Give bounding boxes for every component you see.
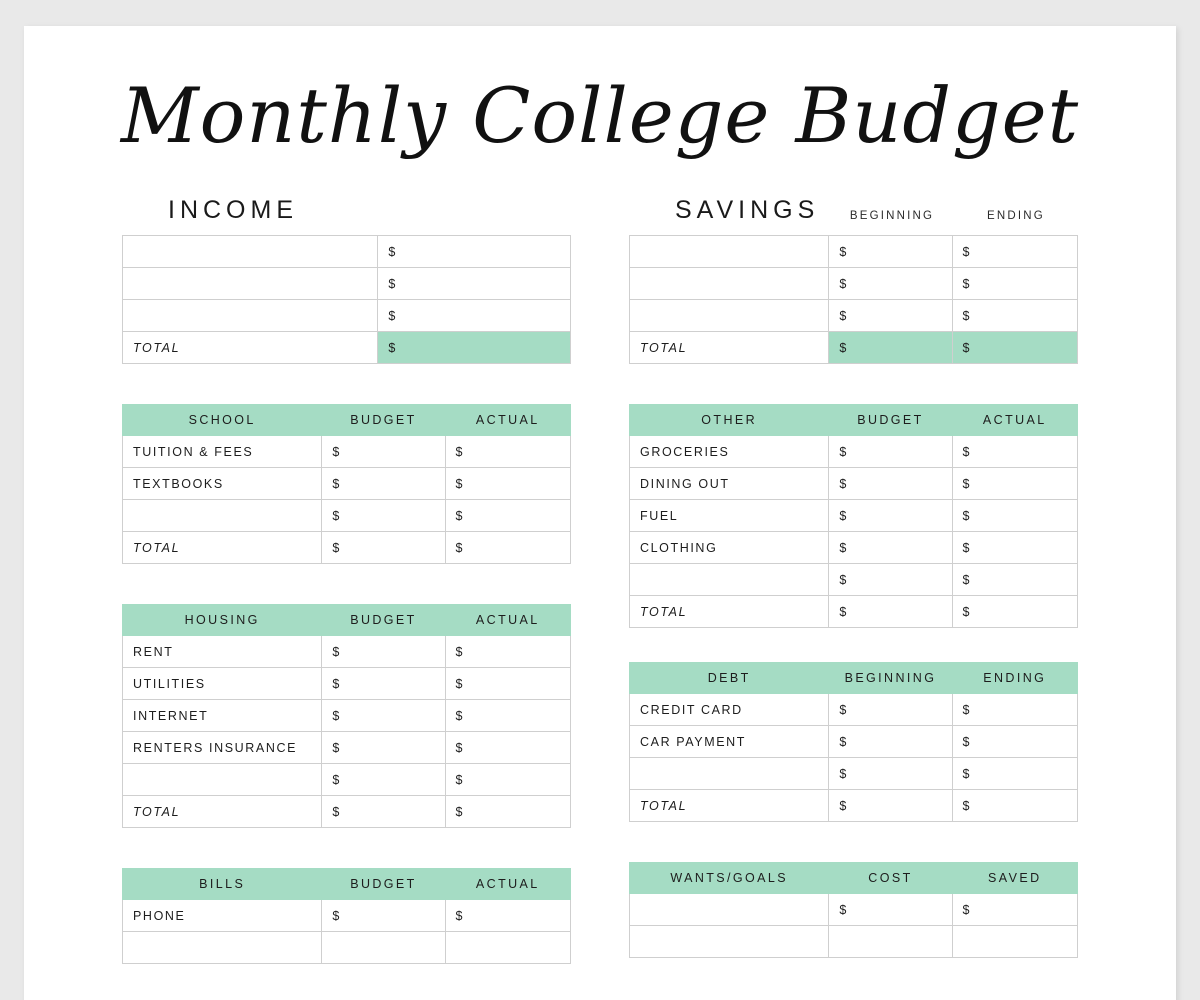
table-row[interactable] — [123, 764, 571, 796]
school-item-label[interactable]: TUITION & FEES — [123, 436, 322, 468]
table-row[interactable] — [123, 732, 571, 764]
table-row-total[interactable] — [630, 332, 1078, 364]
table-row[interactable] — [123, 900, 571, 932]
housing-header-budget: BUDGET — [322, 605, 445, 636]
housing-total-actual[interactable]: $ — [445, 796, 570, 828]
school-item-label[interactable] — [123, 500, 322, 532]
bills-table — [122, 868, 571, 964]
housing-total-budget[interactable]: $ — [322, 796, 445, 828]
income-source-input[interactable] — [123, 268, 378, 300]
housing-item-label[interactable]: UTILITIES — [123, 668, 322, 700]
debt-header-beginning: BEGINNING — [829, 663, 952, 694]
school-total-actual[interactable]: $ — [445, 532, 570, 564]
table-row-total[interactable] — [630, 596, 1078, 628]
other-budget-input[interactable]: $ — [829, 436, 952, 468]
table-row-total[interactable] — [123, 332, 571, 364]
debt-beginning-input[interactable]: $ — [829, 694, 952, 726]
savings-subheaders — [819, 210, 1078, 225]
other-budget-input[interactable]: $ — [829, 532, 952, 564]
housing-item-label[interactable]: RENT — [123, 636, 322, 668]
savings-subheader-ending: ENDING — [987, 210, 1045, 222]
school-budget-input[interactable]: $ — [322, 468, 445, 500]
wants-item-label[interactable] — [630, 894, 829, 926]
other-item-label[interactable]: CLOTHING — [630, 532, 829, 564]
housing-total-label: TOTAL — [123, 796, 322, 828]
other-total-label: TOTAL — [630, 596, 829, 628]
other-item-label[interactable]: GROCERIES — [630, 436, 829, 468]
housing-actual-input[interactable]: $ — [445, 636, 570, 668]
debt-item-label[interactable] — [630, 758, 829, 790]
table-row[interactable] — [123, 636, 571, 668]
other-budget-input[interactable]: $ — [829, 500, 952, 532]
table-row[interactable] — [123, 500, 571, 532]
table-row[interactable] — [630, 894, 1078, 926]
debt-beginning-input[interactable]: $ — [829, 726, 952, 758]
table-row[interactable] — [123, 300, 571, 332]
debt-header-ending: ENDING — [952, 663, 1077, 694]
housing-budget-input[interactable]: $ — [322, 636, 445, 668]
income-table — [122, 235, 571, 364]
table-row-total[interactable] — [123, 532, 571, 564]
right-column — [629, 191, 1078, 964]
housing-budget-input[interactable]: $ — [322, 668, 445, 700]
bills-actual-input[interactable]: $ — [445, 900, 570, 932]
other-total-budget[interactable]: $ — [829, 596, 952, 628]
spacer — [629, 364, 1078, 404]
table-row[interactable] — [123, 436, 571, 468]
school-header-category: SCHOOL — [123, 405, 322, 436]
table-row[interactable] — [630, 436, 1078, 468]
housing-budget-input[interactable]: $ — [322, 764, 445, 796]
table-row[interactable] — [630, 694, 1078, 726]
bills-budget-input[interactable]: $ — [322, 900, 445, 932]
income-amount-input[interactable]: $ — [378, 236, 571, 268]
savings-table — [629, 235, 1078, 364]
school-header-budget: BUDGET — [322, 405, 445, 436]
other-item-label[interactable] — [630, 564, 829, 596]
other-header-row — [630, 405, 1078, 436]
table-row[interactable] — [123, 468, 571, 500]
wants-header-category: WANTS/GOALS — [630, 863, 829, 894]
school-header-actual: ACTUAL — [445, 405, 570, 436]
table-row[interactable] — [630, 300, 1078, 332]
bills-header-budget: BUDGET — [322, 869, 445, 900]
income-heading: INCOME — [168, 196, 298, 224]
debt-beginning-input[interactable]: $ — [829, 758, 952, 790]
housing-item-label[interactable]: INTERNET — [123, 700, 322, 732]
table-row[interactable] — [630, 236, 1078, 268]
budget-sheet — [24, 26, 1176, 1000]
table-row[interactable] — [630, 532, 1078, 564]
spacer — [122, 828, 571, 868]
savings-total-label: TOTAL — [630, 332, 829, 364]
wants-cost-input[interactable] — [829, 926, 952, 958]
wants-item-label[interactable] — [630, 926, 829, 958]
other-budget-input[interactable]: $ — [829, 564, 952, 596]
savings-subheader-beginning: BEGINNING — [849, 210, 935, 222]
page-title: Monthly College Budget — [120, 71, 1080, 160]
table-row[interactable] — [123, 932, 571, 964]
spacer — [629, 822, 1078, 862]
table-row[interactable] — [630, 926, 1078, 958]
school-item-label[interactable]: TEXTBOOKS — [123, 468, 322, 500]
school-actual-input[interactable]: $ — [445, 468, 570, 500]
debt-ending-input[interactable]: $ — [952, 758, 1077, 790]
two-column-layout — [24, 191, 1176, 964]
wants-goals-table — [629, 862, 1078, 958]
income-source-input[interactable] — [123, 300, 378, 332]
wants-header-saved: SAVED — [952, 863, 1077, 894]
wants-saved-input[interactable] — [952, 926, 1077, 958]
income-total-label: TOTAL — [123, 332, 378, 364]
other-item-label[interactable]: FUEL — [630, 500, 829, 532]
savings-account-input[interactable] — [630, 300, 829, 332]
table-row[interactable] — [123, 268, 571, 300]
debt-table — [629, 662, 1078, 822]
debt-ending-input[interactable]: $ — [952, 726, 1077, 758]
other-actual-input[interactable]: $ — [952, 532, 1077, 564]
other-table — [629, 404, 1078, 628]
school-actual-input[interactable]: $ — [445, 500, 570, 532]
table-row[interactable] — [630, 758, 1078, 790]
savings-account-input[interactable] — [630, 236, 829, 268]
housing-actual-input[interactable]: $ — [445, 668, 570, 700]
savings-heading: SAVINGS — [675, 196, 820, 224]
school-total-budget[interactable]: $ — [322, 532, 445, 564]
school-actual-input[interactable]: $ — [445, 436, 570, 468]
housing-header-category: HOUSING — [123, 605, 322, 636]
housing-actual-input[interactable]: $ — [445, 764, 570, 796]
housing-actual-input[interactable]: $ — [445, 700, 570, 732]
other-actual-input[interactable]: $ — [952, 468, 1077, 500]
savings-total-beginning[interactable]: $ — [829, 332, 952, 364]
other-header-category: OTHER — [630, 405, 829, 436]
wants-header-row — [630, 863, 1078, 894]
bills-header-row — [123, 869, 571, 900]
wants-header-cost: COST — [829, 863, 952, 894]
bills-header-category: BILLS — [123, 869, 322, 900]
savings-heading-row — [629, 191, 1078, 225]
housing-budget-input[interactable]: $ — [322, 732, 445, 764]
table-row[interactable] — [123, 236, 571, 268]
housing-item-label[interactable]: RENTERS INSURANCE — [123, 732, 322, 764]
spacer — [629, 628, 1078, 662]
income-amount-input[interactable]: $ — [378, 300, 571, 332]
debt-item-label[interactable]: CREDIT CARD — [630, 694, 829, 726]
wants-cost-input[interactable]: $ — [829, 894, 952, 926]
spacer — [122, 364, 571, 404]
school-header-row — [123, 405, 571, 436]
left-column — [122, 191, 571, 964]
table-row[interactable] — [123, 700, 571, 732]
table-row[interactable] — [630, 500, 1078, 532]
housing-actual-input[interactable]: $ — [445, 732, 570, 764]
table-row[interactable] — [123, 668, 571, 700]
savings-beginning-input[interactable]: $ — [829, 236, 952, 268]
housing-header-actual: ACTUAL — [445, 605, 570, 636]
income-heading-row — [122, 191, 571, 225]
bills-item-label[interactable] — [123, 932, 322, 964]
table-row-total[interactable] — [123, 796, 571, 828]
income-source-input[interactable] — [123, 236, 378, 268]
other-total-actual[interactable]: $ — [952, 596, 1077, 628]
other-actual-input[interactable]: $ — [952, 436, 1077, 468]
debt-total-ending[interactable]: $ — [952, 790, 1077, 822]
wants-saved-input[interactable]: $ — [952, 894, 1077, 926]
school-total-label: TOTAL — [123, 532, 322, 564]
bills-item-label[interactable]: PHONE — [123, 900, 322, 932]
bills-header-actual: ACTUAL — [445, 869, 570, 900]
savings-beginning-input[interactable]: $ — [829, 300, 952, 332]
table-row[interactable] — [630, 268, 1078, 300]
savings-account-input[interactable] — [630, 268, 829, 300]
housing-budget-input[interactable]: $ — [322, 700, 445, 732]
bills-budget-input[interactable] — [322, 932, 445, 964]
housing-item-label[interactable] — [123, 764, 322, 796]
other-item-label[interactable]: DINING OUT — [630, 468, 829, 500]
savings-ending-input[interactable]: $ — [952, 268, 1077, 300]
savings-ending-input[interactable]: $ — [952, 300, 1077, 332]
spacer — [122, 564, 571, 604]
other-budget-input[interactable]: $ — [829, 468, 952, 500]
bills-actual-input[interactable] — [445, 932, 570, 964]
other-header-budget: BUDGET — [829, 405, 952, 436]
table-row[interactable] — [630, 468, 1078, 500]
savings-beginning-input[interactable]: $ — [829, 268, 952, 300]
housing-table — [122, 604, 571, 828]
table-row[interactable] — [630, 726, 1078, 758]
housing-header-row — [123, 605, 571, 636]
school-budget-input[interactable]: $ — [322, 436, 445, 468]
table-row-total[interactable] — [630, 790, 1078, 822]
savings-total-ending[interactable]: $ — [952, 332, 1077, 364]
debt-header-row — [630, 663, 1078, 694]
other-actual-input[interactable]: $ — [952, 500, 1077, 532]
savings-ending-input[interactable]: $ — [952, 236, 1077, 268]
income-amount-input[interactable]: $ — [378, 268, 571, 300]
debt-header-category: DEBT — [630, 663, 829, 694]
school-budget-input[interactable]: $ — [322, 500, 445, 532]
school-table — [122, 404, 571, 564]
other-header-actual: ACTUAL — [952, 405, 1077, 436]
table-row[interactable] — [630, 564, 1078, 596]
other-actual-input[interactable]: $ — [952, 564, 1077, 596]
debt-total-label: TOTAL — [630, 790, 829, 822]
income-total-value[interactable]: $ — [378, 332, 571, 364]
debt-total-beginning[interactable]: $ — [829, 790, 952, 822]
debt-ending-input[interactable]: $ — [952, 694, 1077, 726]
debt-item-label[interactable]: CAR PAYMENT — [630, 726, 829, 758]
